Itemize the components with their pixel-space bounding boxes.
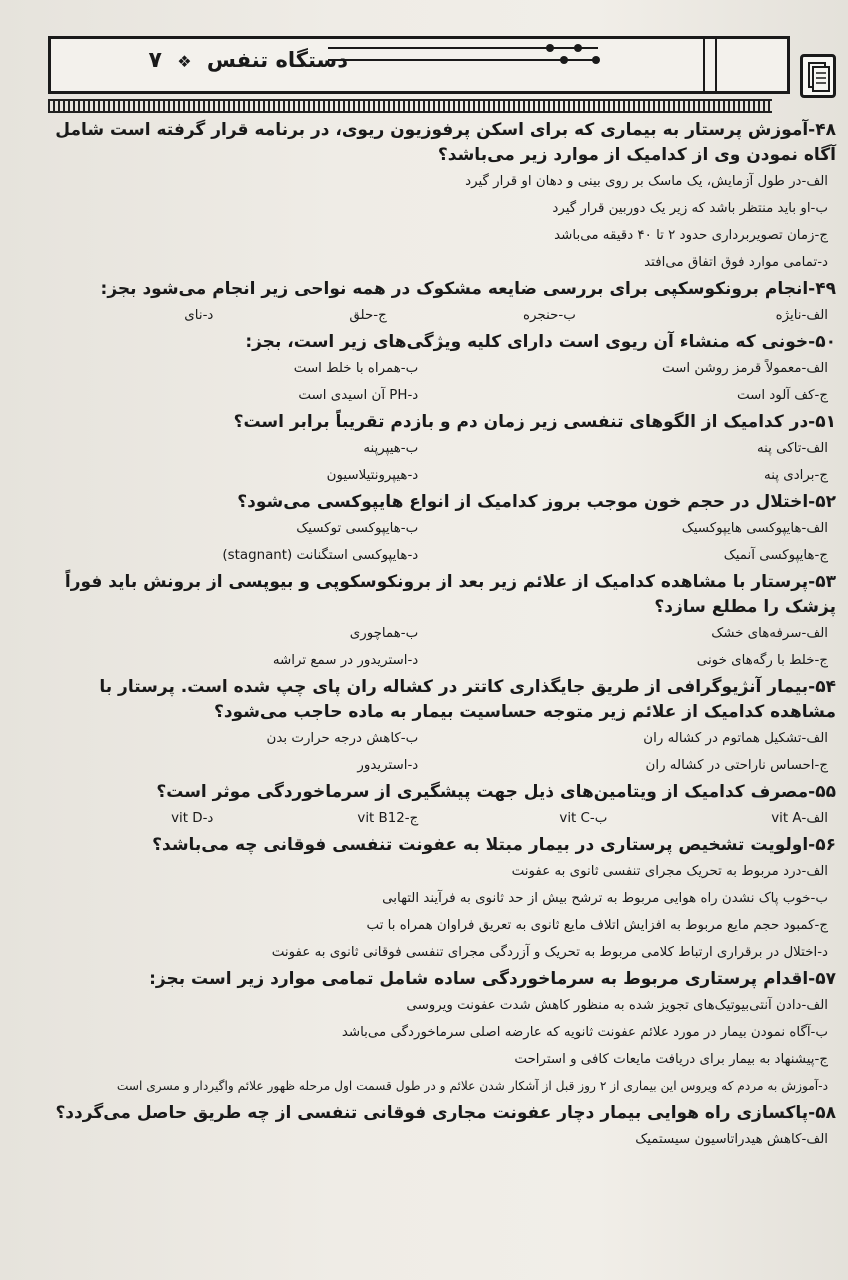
option-b: ب-vit C: [559, 811, 608, 826]
option-c: ج-هایپوکسی آنمیک: [723, 548, 828, 563]
option-a: الف-معمولاً قرمز روشن است: [662, 361, 828, 376]
option-d: د-تمامی موارد فوق اتفاق می‌افتد: [644, 255, 828, 270]
question-49: [40, 277, 836, 329]
question-58: [40, 1101, 836, 1153]
question-51: [40, 410, 836, 489]
option-a: الف-vit A: [771, 811, 828, 826]
option-c: ج-کف آلود است: [737, 388, 828, 403]
question-text: ۴۹-انجام برونکوسکپی برای بررسی ضایعه مشکوک در همه نواحی زیر انجام می‌شود بجز:: [100, 279, 836, 299]
option-c: ج-vit B12: [357, 811, 419, 826]
option-d: د-PH آن اسیدی است: [298, 388, 419, 403]
option-c: ج-احساس ناراحتی در کشاله ران: [645, 758, 828, 773]
option-b: ب-حنجره: [523, 308, 576, 323]
question-56: [40, 833, 836, 966]
option-b: ب-هایپوکسی توکسیک: [296, 521, 419, 536]
header-hatch-divider: [48, 99, 772, 113]
question-text: ۴۸-آموزش پرستار به بیماری که برای اسکن پرفوزیون ریوی، در برنامه قرار گرفته است شامل آگاه نمودن وی از کدامیک از موارد زیر می‌باشد؟: [55, 120, 836, 165]
question-48: [40, 118, 836, 276]
option-b: ب-هیپرپنه: [363, 441, 419, 456]
header-decoration: [328, 40, 608, 80]
option-d: د-نای: [184, 308, 214, 323]
question-text: ۵۰-خونی که منشاء آن ریوی است دارای کلیه ویژگی‌های زیر است، بجز:: [245, 332, 836, 352]
question-54: [40, 675, 836, 779]
option-a: الف-در طول آزمایش، یک ماسک بر روی بینی و دهان او قرار گیرد: [465, 174, 828, 189]
option-b: ب-خوب پاک نشدن راه هوایی مربوط به ترشح بیش از حد ثانوی به فرآیند التهابی: [382, 891, 828, 906]
book-icon: [800, 54, 836, 98]
option-c: ج-کمبود حجم مایع مربوط به افزایش اتلاف مایع ثانوی به تعریق فراوان همراه با تب: [366, 918, 828, 933]
question-57: [40, 967, 836, 1100]
option-d: د-استریدور: [357, 758, 419, 773]
option-c: ج-برادی پنه: [764, 468, 828, 483]
option-b: ب-هماچوری: [349, 626, 419, 641]
option-a: الف-تاکی پنه: [756, 441, 828, 456]
option-a: الف-نایژه: [775, 308, 828, 323]
option-d: د-هایپوکسی استگنانت (stagnant): [222, 548, 419, 563]
option-a: الف-هایپوکسی هایپوکسیک: [681, 521, 828, 536]
option-a: الف-دادن آنتی‌بیوتیک‌های تجویز شده به منظور کاهش شدت عفونت ویروسی: [406, 998, 828, 1013]
option-c: ج-زمان تصویربرداری حدود ۲ تا ۴۰ دقیقه می‌باشد: [554, 228, 828, 243]
option-b: ب-او باید منتظر باشد که زیر یک دوربین قرار گیرد: [552, 201, 828, 216]
question-text: ۵۶-اولویت تشخیص پرستاری در بیمار مبتلا به عفونت تنفسی فوقانی چه می‌باشد؟: [152, 835, 836, 855]
option-a: الف-کاهش هیدراتاسیون سیستمیک: [635, 1132, 828, 1147]
option-c: ج-پیشنهاد به بیمار برای دریافت مایعات کافی و استراحت: [514, 1052, 828, 1067]
option-d: د-آموزش به مردم که ویروس این بیماری از ۲ روز قبل از آشکار شدن علائم و در طول قسمت اول مرحله ظهور علائم واگیردار و مسری است: [116, 1079, 828, 1093]
question-55: [40, 780, 836, 832]
chapter-number: ۷: [148, 48, 162, 73]
option-a: الف-تشکیل هماتوم در کشاله ران: [643, 731, 828, 746]
option-d: د-vit D: [171, 811, 214, 826]
option-d: د-اختلال در برقراری ارتباط کلامی مربوط به تحریک و آزردگی مجرای تنفسی فوقانی ثانوی به عفونت: [271, 945, 828, 960]
questions-content: [40, 118, 836, 1278]
diamond-icon: ❖: [177, 52, 192, 71]
option-a: الف-درد مربوط به تحریک مجرای تنفسی ثانوی به عفونت: [511, 864, 828, 879]
question-text: ۵۱-در کدامیک از الگوهای تنفسی زیر زمان دم و بازدم تقریباً برابر است؟: [233, 412, 836, 432]
option-b: ب-آگاه نمودن بیمار در مورد علائم عفونت ثانویه که عارضه اصلی سرماخوردگی می‌باشد: [341, 1025, 828, 1040]
question-52: [40, 490, 836, 569]
header-stripe: [703, 39, 717, 91]
question-text: ۵۷-اقدام پرستاری مربوط به سرماخوردگی ساده شامل تمامی موارد زیر است بجز:: [149, 969, 836, 989]
option-b: ب-کاهش درجه حرارت بدن: [266, 731, 419, 746]
option-d: د-استریدور در سمع تراشه: [272, 653, 419, 668]
question-53: [40, 570, 836, 674]
option-b: ب-همراه با خلط است: [293, 361, 419, 376]
option-c: ج-حلق: [349, 308, 387, 323]
question-text: ۵۵-مصرف کدامیک از ویتامین‌های ذیل جهت پیشگیری از سرماخوردگی موثر است؟: [156, 782, 836, 802]
question-text: ۵۲-اختلال در حجم خون موجب بروز کدامیک از انواع هایپوکسی می‌شود؟: [237, 492, 836, 512]
option-c: ج-خلط با رگه‌های خونی: [696, 653, 828, 668]
option-d: د-هیپرونتیلاسیون: [326, 468, 419, 483]
question-text: ۵۴-بیمار آنژیوگرافی از طریق جایگذاری کاتتر در کشاله ران پای چپ شده است. پرستار با مشاهده کدامیک از علائم زیر متوجه حساسیت بیمار به ماده حاجب می‌شود؟: [99, 677, 836, 722]
question-50: [40, 330, 836, 409]
option-a: الف-سرفه‌های خشک: [711, 626, 828, 641]
question-text: ۵۸-پاکسازی راه هوایی بیمار دچار عفونت مجاری فوقانی تنفسی از چه طریق حاصل می‌گردد؟: [55, 1103, 836, 1123]
chapter-title-line: [128, 48, 348, 78]
chapter-title: دستگاه تنفس: [206, 48, 348, 72]
question-text: ۵۳-پرستار با مشاهده کدامیک از علائم زیر بعد از برونکوسکوپی و بیوپسی از برونش باید فوراً پزشک را مطلع سازد؟: [64, 572, 836, 617]
